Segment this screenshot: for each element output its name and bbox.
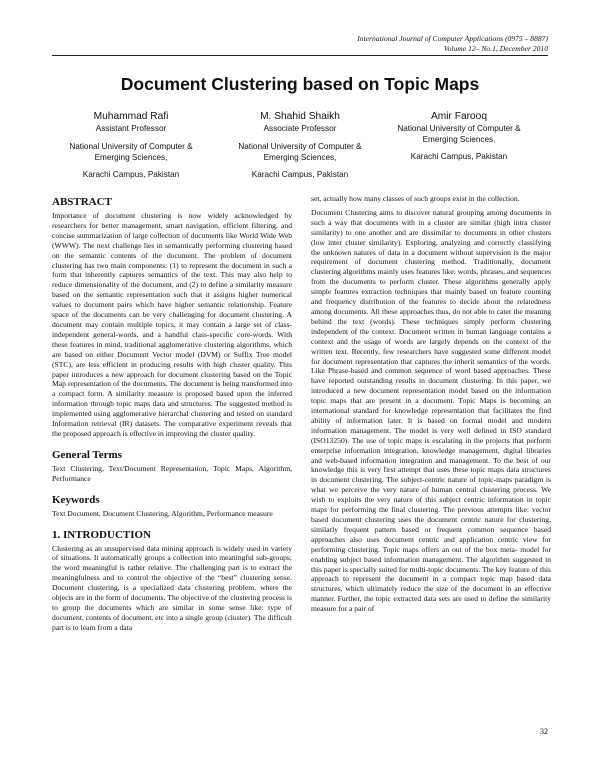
author-affiliation-2: Emerging Sciences, xyxy=(422,135,496,144)
author-affiliation-2: Emerging Sciences, xyxy=(263,153,337,162)
author-name: Amir Farooq xyxy=(430,111,488,122)
abstract-text: Importance of document clustering is now widely acknowledged by researchers for better management, smart navigation, efficient filtering, and concise summarization of large collection of documents like World Wide Web (WWW). The next challenge lies in semantically performing clustering based on the semantic contents of the document. The problem of document clustering has two main components: (1) to represent the document in such a form that inherently captures semantics of the text. This may also help to reduce dimensionality of the document, and (2) to define a similarity measure based on the semantic representation such that it assigns higher numerical values to document pairs which have higher semantic relationship. Feature space of the documents can be very challenging for document clustering. A document may contain multiple topics, it may contain a large set of class-independent general-words, and a handful class-specific core-words. With these features in mind, traditional agglomerative clustering algorithms, which are based on either Document Vector model (DVM) or Suffix Tree model (STC), are less efficient in producing results with high cluster quality. This paper introduces a new approach for document clustering based on the Topic Map representation of the documents. The document is being transformed into a compact form. A similarity measure is proposed based upon the inferred information through topic maps data and structures. The suggested method is implemented using agglomerative hierarchal clustering and tested on standard Information retrieval (IR) datasets. The comparative experiment reveals that the proposed approach is effective in improving the cluster quality. xyxy=(52,211,292,438)
keywords-heading: Keywords xyxy=(52,493,100,506)
journal-name: International Journal of Computer Applications (0975 – 8887) xyxy=(357,34,548,43)
left-column xyxy=(52,196,292,637)
author-role: Assistant Professor xyxy=(95,124,167,133)
journal-header xyxy=(228,34,548,54)
author-2 xyxy=(215,110,385,180)
keywords-text: Text Document, Document Clustering, Algorithm, Performance measure xyxy=(52,508,273,518)
author-name: Muhammad Rafi xyxy=(93,111,169,122)
author-1 xyxy=(46,110,216,180)
author-affiliation: National University of Computer & xyxy=(238,142,362,151)
introduction-paragraph: Clustering as an unsupervised data mining approach is widely used in variety of situations. It automatically groups a collection into meaningful sub-groups; the word meaningful is rather relative. The challenging part is to extract the meaningfulness and to control the objective of the “best” clustering sense. Document clustering, is a specialized data clustering problem, where the objects are in the form of documents. The objective of the clustering process is to group the documents which are similar in some sense like: type of document, contents of document, etc into a single group (cluster). The difficult part is to learn from a data xyxy=(52,543,292,632)
author-affiliation-2: Emerging Sciences, xyxy=(94,153,168,162)
introduction-heading: 1. INTRODUCTION xyxy=(52,528,152,541)
body-paragraph-2: Document Clustering aims to discover natural grouping among documents in such a way that documents with in a cluster are similar (high intra cluster similarity) to one another and are dissimilar to documents in other clusters (low inter cluster similarity). Exploring, analyzing and correctly classifying the unknown natures of data in a document without supervision is the major requirement of document clustering method. Traditionally, document clustering algorithms mainly uses features like: words, phrases, and sequences from the documents to perform cluster. These algorithms generally apply simple features extraction techniques that mainly based on feature counting and frequency distribution of the features to decide about the relatedness among documents. All these approaches thus, do not able to cater the meaning behind the text (words). These techniques simply perform clustering independent of the context. Document written in human language contains a context and the usage of words are largely depends on the context of the written text. Recently, few researchers have suggested some different model for document representation that captures the inherit semantics of the words. Like Phrase-based and common sequence of word based approaches. These have reported outstanding results in document clustering. In this paper, we introduced a new document representation model based on the information topic maps that are present in a document. Topic Maps is becoming an international standard for knowledge representation that facilitates the find ability of information later. It is based on formal model and modern information management. The model is very well defined in ISO standard (ISO13250). The use of topic maps is escalating in the projects that perform enterprise information integration, knowledge management, digital libraries and web-based information integration and management. To the best of our knowledge this is very first attempt that uses these topic maps data structures in document clustering. The subject-centric nature of topic-maps paradigm is what we perceive the very nature of human central clustering process. We wish to exploits the very nature of this subject centric information in topic maps for performing the final clustering. The previous attempts like: vector based document clustering uses the document centric nature for clustering, similarly frequent pattern based or frequent common sequence based approaches also uses document centric and application centric view for performing clustering. Topic maps offers an out of the box meta- model for enabling subject based information management. The algorithm suggested in this paper is specially suited for multi-topic documents. The key feature of this approach to represent the document in a compact topic map based data structures, which ultimately reduce the size of the document in an effective manner. Further, the topic extracted data sets are used to define the similarity measure for a pair of xyxy=(311,207,551,614)
author-3 xyxy=(374,110,544,162)
body-paragraph: set, actually how many classes of such groups exist in the collection. xyxy=(311,194,520,203)
journal-volume: Volume 12– No.1, December 2010 xyxy=(443,44,548,53)
general-terms-heading: General Terms xyxy=(52,448,122,461)
author-campus: Karachi Campus, Pakistan xyxy=(251,170,349,179)
right-column xyxy=(311,194,551,618)
header-rule xyxy=(52,55,548,56)
author-name: M. Shahid Shaikh xyxy=(260,111,340,122)
author-campus: Karachi Campus, Pakistan xyxy=(410,152,508,161)
paper-title: Document Clustering based on Topic Maps xyxy=(120,74,480,94)
author-campus: Karachi Campus, Pakistan xyxy=(82,170,180,179)
general-terms-text: Text Clustering, Text/Document Representation, Topic Maps, Algorithm, Performance xyxy=(52,463,292,483)
author-affiliation: National University of Computer & xyxy=(397,124,521,133)
author-role: Associate Professor xyxy=(263,124,337,133)
author-affiliation: National University of Computer & xyxy=(69,142,193,151)
author-block xyxy=(52,110,548,180)
abstract-heading: ABSTRACT xyxy=(52,196,112,208)
page-number: 32 xyxy=(540,727,548,736)
